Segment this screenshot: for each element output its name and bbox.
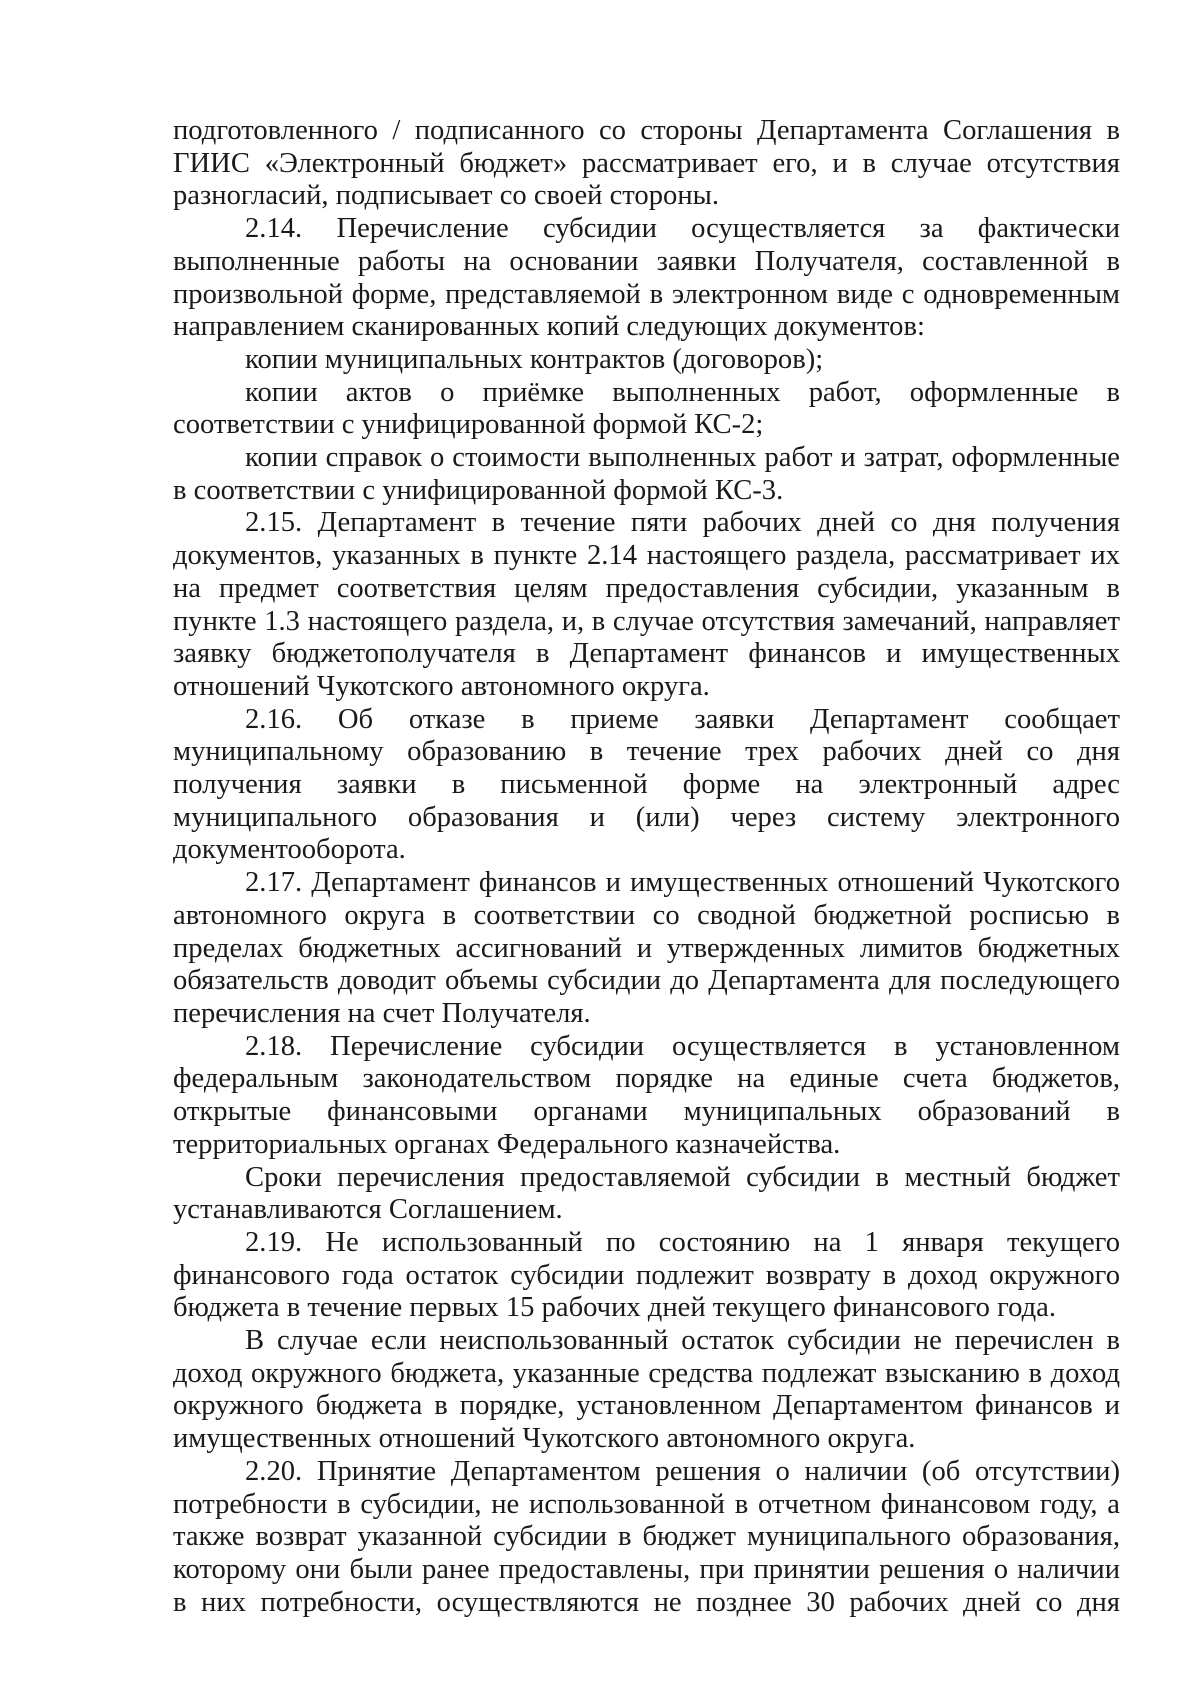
paragraph-2-14-item-contracts: копии муниципальных контрактов (договоров); [245, 343, 824, 375]
paragraph-2-16: 2.16. Об отказе в приеме заявки Департамент сообщает муниципальному образованию в течение трех рабочих дней со дня получения заявки в письменной форме на электронный адрес муниципального образования и (или) через систему электронного документооборота. [173, 703, 1120, 866]
paragraph-2-14-item-ks3: копии справок о стоимости выполненных работ и затрат, оформленные в соответствии с унифицированной формой КС-3. [173, 442, 1120, 506]
paragraph-2-18-terms: Сроки перечисления предоставляемой субсидии в местный бюджет устанавливаются Соглашением. [173, 1161, 1120, 1226]
paragraph-2-14-item-ks2: копии актов о приёмке выполненных работ, оформленные в соответствии с унифицированной формой КС-2; [173, 376, 1120, 441]
paragraph-2-19-recovery: В случае если неиспользованный остаток субсидии не перечислен в доход окружного бюджета, указанные средства подлежат взысканию в доход окружного бюджета в порядке, установленном Департаментом финансов и имущественных отношений Чукотского автономного округа. [173, 1325, 1120, 1455]
document-body [173, 115, 1120, 1619]
paragraph-continuation: подготовленного / подписанного со стороны Департамента Соглашения в ГИИС «Электронный бюджет» рассматривает его, и в случае отсутствия разногласий, подписывает со своей стороны. [173, 115, 1120, 212]
paragraph-2-18: 2.18. Перечисление субсидии осуществляется в установленном федеральным законодательством порядке на единые счета бюджетов, открытые финансовыми органами муниципальных образований в территориальных органах Федерального казначейства. [173, 1030, 1120, 1160]
paragraph-2-17: 2.17. Департамент финансов и имущественных отношений Чукотского автономного округа в соответствии со сводной бюджетной росписью в пределах бюджетных ассигнований и утвержденных лимитов бюджетных обязательств доводит объемы субсидии до Департамента для последующего перечисления на счет Получателя. [173, 867, 1120, 1029]
paragraph-2-14: 2.14. Перечисление субсидии осуществляется за фактически выполненные работы на основании заявки Получателя, составленной в произвольной форме, представляемой в электронном виде с одновременным направлением сканированных копий следующих документов: [173, 213, 1120, 343]
paragraph-2-19: 2.19. Не использованный по состоянию на 1 января текущего финансового года остаток субсидии подлежит возврату в доход окружного бюджета в течение первых 15 рабочих дней текущего финансового года. [173, 1226, 1120, 1324]
paragraph-2-15: 2.15. Департамент в течение пяти рабочих дней со дня получения документов, указанных в пункте 2.14 настоящего раздела, рассматривает их на предмет соответствия целям предоставления субсидии, указанным в пункте 1.3 настоящего раздела, и, в случае отсутствия замечаний, направляет заявку бюджетополучателя в Департамент финансов и имущественных отношений Чукотского автономного округа. [173, 507, 1120, 702]
paragraph-2-20: 2.20. Принятие Департаментом решения о наличии (об отсутствии) потребности в субсидии, не использованной в отчетном финансовом году, а также возврат указанной субсидии в бюджет муниципального образования, которому они были ранее предоставлены, при принятии решения о наличии в них потребности, осуществляются не позднее 30 рабочих дней со дня [173, 1455, 1120, 1618]
